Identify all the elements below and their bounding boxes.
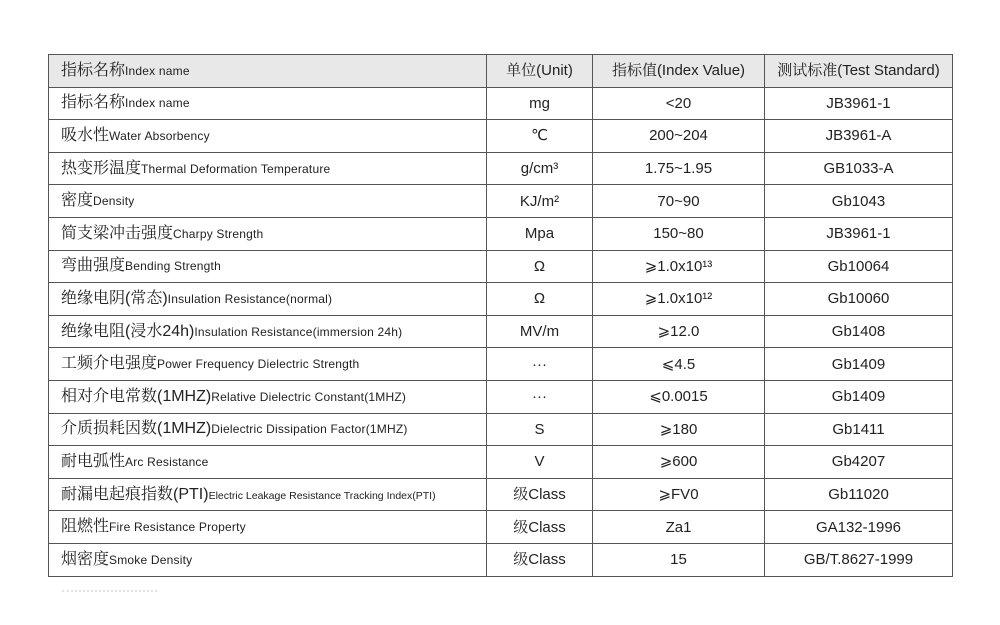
index-name-cell: 相对介电常数(1MHZ)Relative Dielectric Constant(1MHZ) xyxy=(49,380,487,413)
unit-cell: Ω xyxy=(487,283,593,316)
value-cell: ⩾600 xyxy=(593,446,765,479)
spec-table xyxy=(48,54,953,577)
value-cell: 150~80 xyxy=(593,217,765,250)
value-cell: 200~204 xyxy=(593,120,765,153)
index-name-cell: 绝缘电阴(常态)Insulation Resistance(normal) xyxy=(49,283,487,316)
header-index-value: 指标值(Index Value) xyxy=(593,55,765,88)
standard-cell: GA132-1996 xyxy=(765,511,953,544)
standard-cell: GB1033-A xyxy=(765,152,953,185)
index-name-cell: 简支梁冲击强度Charpy Strength xyxy=(49,217,487,250)
header-unit: 单位(Unit) xyxy=(487,55,593,88)
standard-cell: JB3961-1 xyxy=(765,87,953,120)
table-row xyxy=(49,348,953,381)
unit-cell: Mpa xyxy=(487,217,593,250)
unit-cell: 级Class xyxy=(487,511,593,544)
value-cell: ⩾1.0x10¹³ xyxy=(593,250,765,283)
table-header-row xyxy=(49,55,953,88)
index-name-cell: 耐电弧性Arc Resistance xyxy=(49,446,487,479)
table-row xyxy=(49,185,953,218)
table-row xyxy=(49,413,953,446)
index-name-cell: 烟密度Smoke Density xyxy=(49,543,487,576)
value-cell: ⩾180 xyxy=(593,413,765,446)
index-name-cell: 介质损耗因数(1MHZ)Dielectric Dissipation Factor(1MHZ) xyxy=(49,413,487,446)
value-cell: <20 xyxy=(593,87,765,120)
value-cell: ⩽0.0015 xyxy=(593,380,765,413)
unit-cell: S xyxy=(487,413,593,446)
unit-cell: 级Class xyxy=(487,543,593,576)
value-cell: 15 xyxy=(593,543,765,576)
table-row xyxy=(49,152,953,185)
unit-cell: mg xyxy=(487,87,593,120)
standard-cell: Gb10060 xyxy=(765,283,953,316)
index-name-cell: 阻燃性Fire Resistance Property xyxy=(49,511,487,544)
table-row xyxy=(49,446,953,479)
table-row xyxy=(49,380,953,413)
value-cell: 70~90 xyxy=(593,185,765,218)
unit-cell: g/cm³ xyxy=(487,152,593,185)
header-index-name: 指标名称Index name xyxy=(49,55,487,88)
standard-cell: JB3961-A xyxy=(765,120,953,153)
unit-cell: 级Class xyxy=(487,478,593,511)
value-cell: ⩾FV0 xyxy=(593,478,765,511)
value-cell: 1.75~1.95 xyxy=(593,152,765,185)
value-cell: ⩽4.5 xyxy=(593,348,765,381)
index-name-cell: 绝缘电阻(浸水24h)Insulation Resistance(immersion 24h) xyxy=(49,315,487,348)
footer-decoration xyxy=(62,590,157,596)
unit-cell: ··· xyxy=(487,380,593,413)
table-row xyxy=(49,217,953,250)
standard-cell: Gb11020 xyxy=(765,478,953,511)
index-name-cell: 吸水性Water Absorbency xyxy=(49,120,487,153)
value-cell: ⩾12.0 xyxy=(593,315,765,348)
unit-cell: ··· xyxy=(487,348,593,381)
unit-cell: V xyxy=(487,446,593,479)
unit-cell: ℃ xyxy=(487,120,593,153)
table-row xyxy=(49,315,953,348)
standard-cell: Gb1408 xyxy=(765,315,953,348)
index-name-cell: 密度Density xyxy=(49,185,487,218)
table-row xyxy=(49,478,953,511)
header-test-standard: 测试标准(Test Standard) xyxy=(765,55,953,88)
standard-cell: Gb1411 xyxy=(765,413,953,446)
standard-cell: Gb10064 xyxy=(765,250,953,283)
standard-cell: Gb1409 xyxy=(765,380,953,413)
table-row xyxy=(49,511,953,544)
unit-cell: Ω xyxy=(487,250,593,283)
value-cell: ⩾1.0x10¹² xyxy=(593,283,765,316)
index-name-cell: 弯曲强度Bending Strength xyxy=(49,250,487,283)
standard-cell: Gb1409 xyxy=(765,348,953,381)
index-name-cell: 工频介电强度Power Frequency Dielectric Strength xyxy=(49,348,487,381)
table-row xyxy=(49,543,953,576)
table-row xyxy=(49,87,953,120)
table-row xyxy=(49,120,953,153)
standard-cell: Gb4207 xyxy=(765,446,953,479)
index-name-cell: 指标名称Index name xyxy=(49,87,487,120)
value-cell: Za1 xyxy=(593,511,765,544)
unit-cell: MV/m xyxy=(487,315,593,348)
index-name-cell: 热变形温度Thermal Deformation Temperature xyxy=(49,152,487,185)
standard-cell: GB/T.8627-1999 xyxy=(765,543,953,576)
unit-cell: KJ/m² xyxy=(487,185,593,218)
table-row xyxy=(49,250,953,283)
standard-cell: Gb1043 xyxy=(765,185,953,218)
standard-cell: JB3961-1 xyxy=(765,217,953,250)
table-row xyxy=(49,283,953,316)
index-name-cell: 耐漏电起痕指数(PTI)Electric Leakage Resistance Tracking Index(PTI) xyxy=(49,478,487,511)
